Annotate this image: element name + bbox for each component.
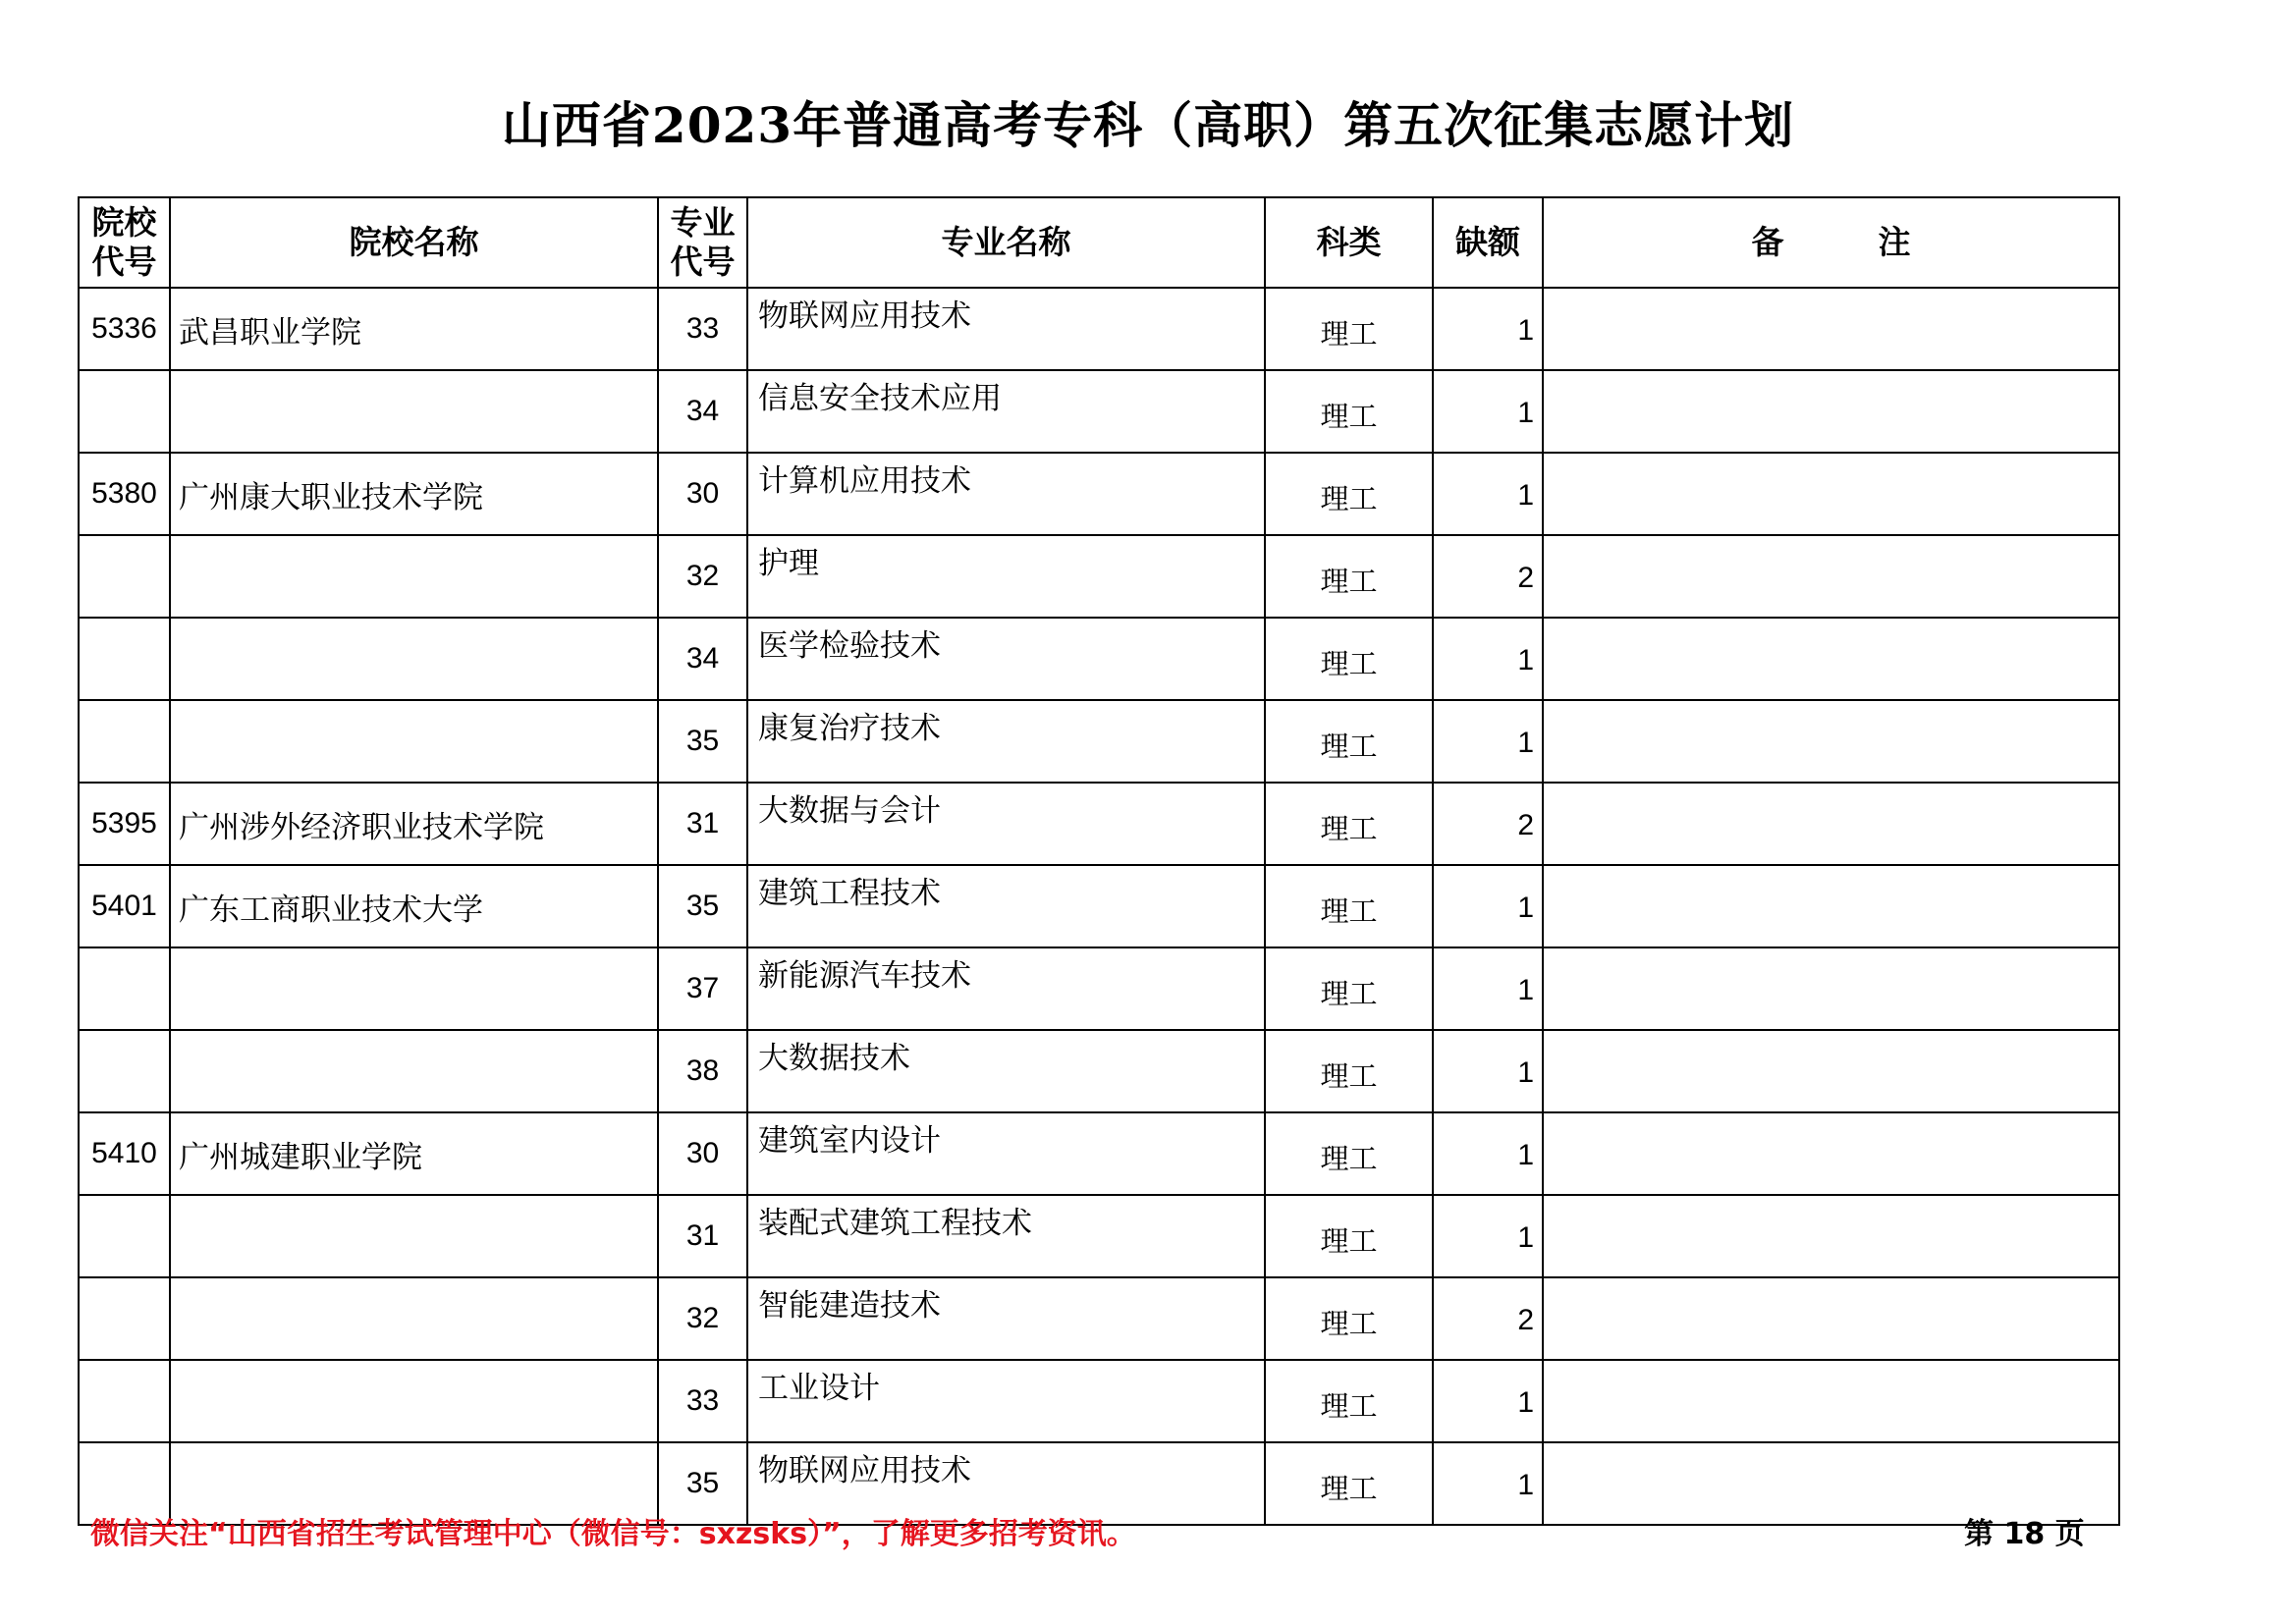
note-cell: [1543, 370, 2119, 453]
quota-cell: 1: [1433, 288, 1543, 370]
major-code-cell: 35: [658, 700, 747, 783]
major-code-cell: 37: [658, 947, 747, 1030]
major-code-cell: 34: [658, 618, 747, 700]
footer-page-number: 第 18 页: [1964, 1517, 2085, 1551]
footer-wechat-notice: 微信关注“山西省招生考试管理中心（微信号：sxzsks）”，了解更多招考资讯。: [90, 1517, 1136, 1551]
school-code-cell: [79, 1277, 170, 1360]
major-name-cell: 建筑工程技术: [747, 865, 1265, 947]
table-row: [79, 865, 2119, 947]
quota-cell: 1: [1433, 370, 1543, 453]
major-code-cell: 31: [658, 783, 747, 865]
quota-cell: 2: [1433, 535, 1543, 618]
quota-cell: 1: [1433, 947, 1543, 1030]
header-category: 科类: [1265, 197, 1433, 288]
major-code-cell: 32: [658, 1277, 747, 1360]
category-cell: 理工: [1265, 370, 1433, 453]
school-name-cell: [170, 1030, 658, 1112]
note-cell: [1543, 1112, 2119, 1195]
note-cell: [1543, 865, 2119, 947]
major-name-cell: 物联网应用技术: [747, 288, 1265, 370]
major-name-cell: 计算机应用技术: [747, 453, 1265, 535]
table-row: [79, 288, 2119, 370]
school-name-cell: [170, 1277, 658, 1360]
category-cell: 理工: [1265, 865, 1433, 947]
table-row: [79, 1112, 2119, 1195]
note-cell: [1543, 1195, 2119, 1277]
table-row: [79, 947, 2119, 1030]
quota-cell: 2: [1433, 783, 1543, 865]
page-title: 山西省2023年普通高考专科（高职）第五次征集志愿计划: [501, 96, 1795, 154]
table-row: [79, 700, 2119, 783]
quota-cell: 1: [1433, 1360, 1543, 1442]
note-cell: [1543, 288, 2119, 370]
school-code-cell: [79, 700, 170, 783]
quota-cell: 1: [1433, 1442, 1543, 1525]
major-name-cell: 康复治疗技术: [747, 700, 1265, 783]
note-cell: [1543, 947, 2119, 1030]
quota-cell: 1: [1433, 700, 1543, 783]
category-cell: 理工: [1265, 618, 1433, 700]
major-code-cell: 31: [658, 1195, 747, 1277]
school-code-cell: 5395: [79, 783, 170, 865]
school-name-cell: [170, 370, 658, 453]
quota-cell: 1: [1433, 618, 1543, 700]
category-cell: 理工: [1265, 1442, 1433, 1525]
major-code-cell: 38: [658, 1030, 747, 1112]
note-cell: [1543, 1277, 2119, 1360]
school-name-cell: [170, 700, 658, 783]
category-cell: 理工: [1265, 1360, 1433, 1442]
major-name-cell: 智能建造技术: [747, 1277, 1265, 1360]
major-name-cell: 医学检验技术: [747, 618, 1265, 700]
major-code-cell: 35: [658, 1442, 747, 1525]
category-cell: 理工: [1265, 453, 1433, 535]
category-cell: 理工: [1265, 288, 1433, 370]
quota-cell: 1: [1433, 1195, 1543, 1277]
quota-cell: 1: [1433, 453, 1543, 535]
school-code-cell: 5380: [79, 453, 170, 535]
table-header-row: [79, 197, 2119, 288]
table-row: [79, 370, 2119, 453]
major-name-cell: 新能源汽车技术: [747, 947, 1265, 1030]
school-name-cell: [170, 618, 658, 700]
major-name-cell: 大数据技术: [747, 1030, 1265, 1112]
table-row: [79, 1277, 2119, 1360]
quota-cell: 1: [1433, 1030, 1543, 1112]
quota-cell: 1: [1433, 1112, 1543, 1195]
admission-plan-table: [78, 196, 2120, 1526]
category-cell: 理工: [1265, 783, 1433, 865]
school-code-cell: [79, 1360, 170, 1442]
note-cell: [1543, 1030, 2119, 1112]
header-note: [1543, 197, 2119, 288]
category-cell: 理工: [1265, 1277, 1433, 1360]
header-school-name: 院校名称: [170, 197, 658, 288]
header-school-code: 院校 代号: [79, 197, 170, 288]
note-cell: [1543, 783, 2119, 865]
school-code-cell: [79, 1195, 170, 1277]
table-row: [79, 618, 2119, 700]
major-code-cell: 32: [658, 535, 747, 618]
table-row: [79, 1360, 2119, 1442]
table-row: [79, 453, 2119, 535]
major-code-cell: 35: [658, 865, 747, 947]
school-name-cell: [170, 947, 658, 1030]
category-cell: 理工: [1265, 1112, 1433, 1195]
school-name-cell: [170, 1195, 658, 1277]
school-code-cell: 5401: [79, 865, 170, 947]
note-cell: [1543, 535, 2119, 618]
major-name-cell: 建筑室内设计: [747, 1112, 1265, 1195]
category-cell: 理工: [1265, 535, 1433, 618]
major-name-cell: 工业设计: [747, 1360, 1265, 1442]
school-code-cell: [79, 535, 170, 618]
category-cell: 理工: [1265, 947, 1433, 1030]
school-name-cell: 武昌职业学院: [170, 288, 658, 370]
major-code-cell: 30: [658, 453, 747, 535]
school-name-cell: [170, 535, 658, 618]
major-code-cell: 30: [658, 1112, 747, 1195]
school-name-cell: [170, 1360, 658, 1442]
table-row: [79, 535, 2119, 618]
school-code-cell: [79, 1030, 170, 1112]
note-cell: [1543, 618, 2119, 700]
note-cell: [1543, 453, 2119, 535]
category-cell: 理工: [1265, 700, 1433, 783]
note-cell: [1543, 1360, 2119, 1442]
note-cell: [1543, 700, 2119, 783]
table-row: [79, 1030, 2119, 1112]
school-name-cell: 广东工商职业技术大学: [170, 865, 658, 947]
school-code-cell: 5336: [79, 288, 170, 370]
school-code-cell: 5410: [79, 1112, 170, 1195]
table-row: [79, 1195, 2119, 1277]
major-name-cell: 物联网应用技术: [747, 1442, 1265, 1525]
major-code-cell: 33: [658, 1360, 747, 1442]
header-major-code: 专业 代号: [658, 197, 747, 288]
quota-cell: 1: [1433, 865, 1543, 947]
major-name-cell: 信息安全技术应用: [747, 370, 1265, 453]
major-code-cell: 33: [658, 288, 747, 370]
header-major-name: 专业名称: [747, 197, 1265, 288]
header-note-part2: 注: [1878, 223, 1911, 261]
school-code-cell: [79, 618, 170, 700]
table-row: [79, 783, 2119, 865]
category-cell: 理工: [1265, 1030, 1433, 1112]
major-name-cell: 装配式建筑工程技术: [747, 1195, 1265, 1277]
major-name-cell: 大数据与会计: [747, 783, 1265, 865]
school-name-cell: 广州康大职业技术学院: [170, 453, 658, 535]
major-code-cell: 34: [658, 370, 747, 453]
school-name-cell: 广州城建职业学院: [170, 1112, 658, 1195]
header-quota: 缺额: [1433, 197, 1543, 288]
school-name-cell: 广州涉外经济职业技术学院: [170, 783, 658, 865]
school-code-cell: [79, 370, 170, 453]
major-name-cell: 护理: [747, 535, 1265, 618]
quota-cell: 2: [1433, 1277, 1543, 1360]
school-code-cell: [79, 947, 170, 1030]
category-cell: 理工: [1265, 1195, 1433, 1277]
header-note-part1: 备: [1751, 223, 1784, 261]
